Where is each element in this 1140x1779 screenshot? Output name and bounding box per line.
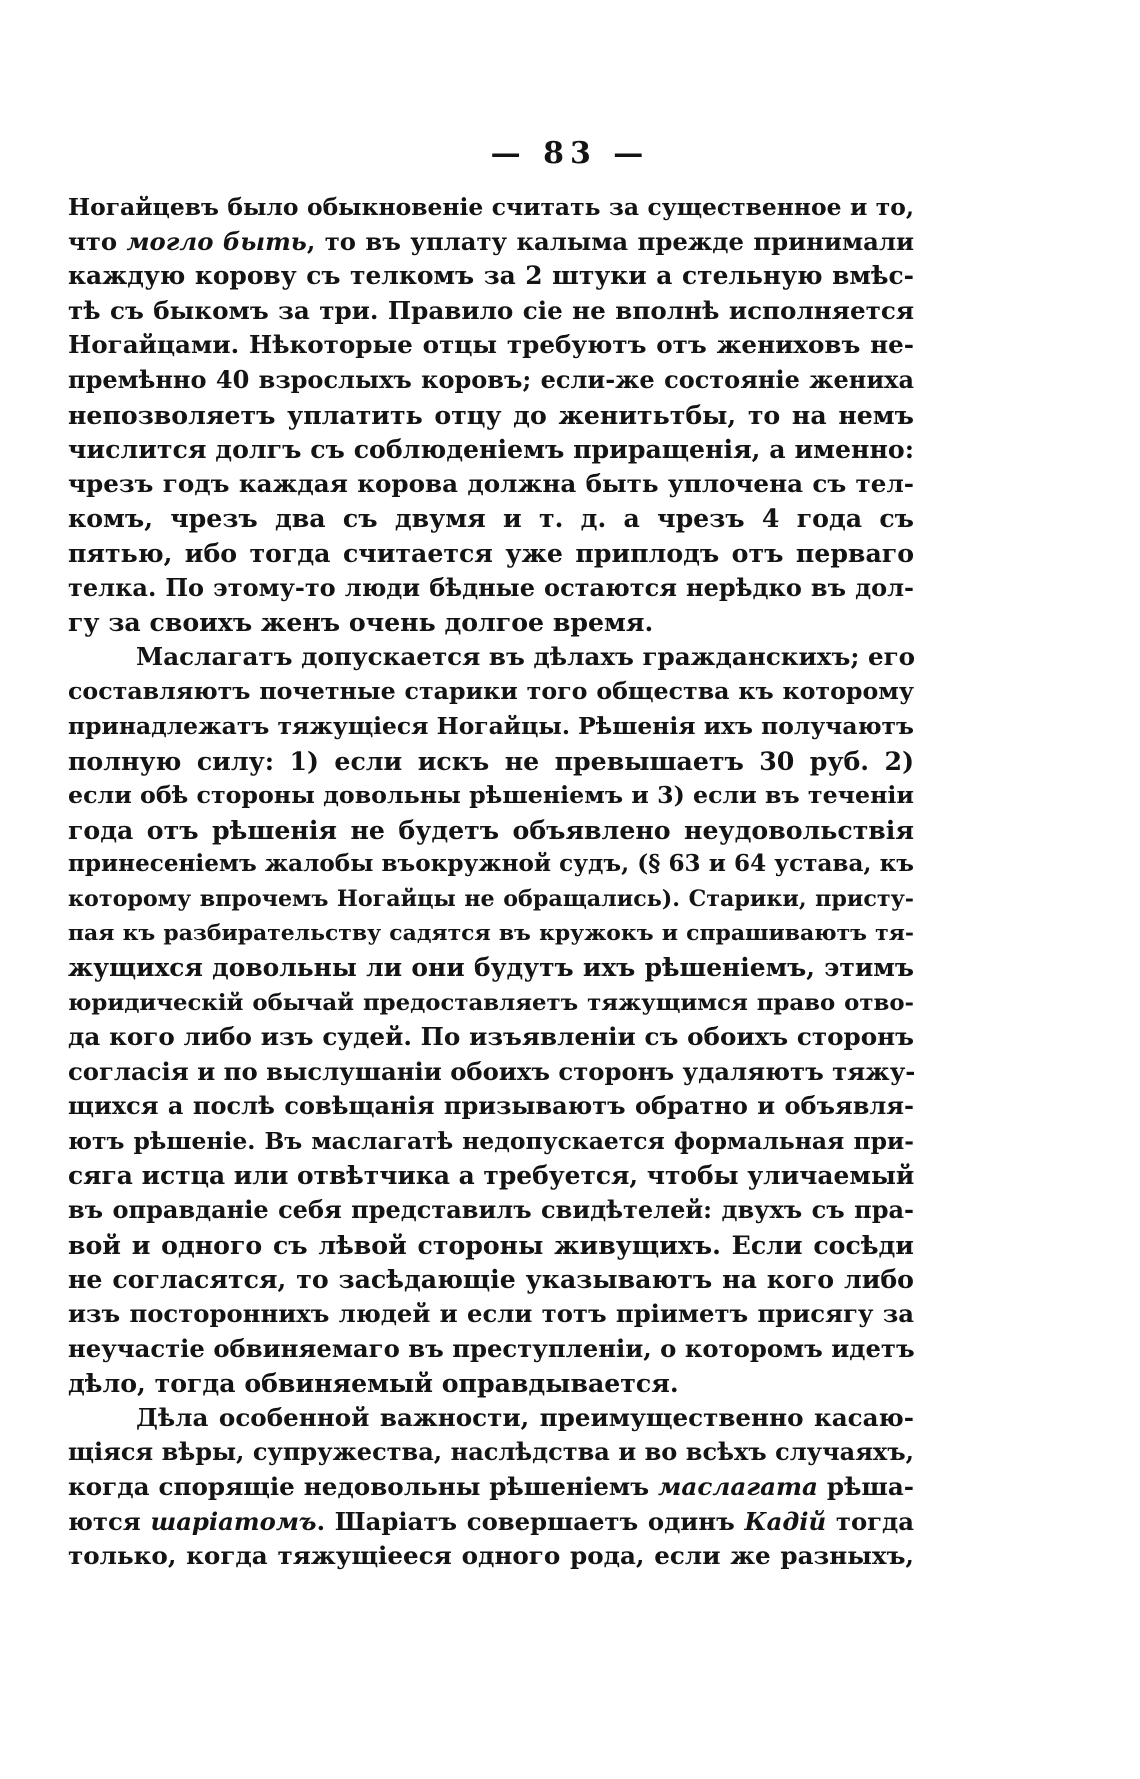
text-span: когда спорящіе недовольны рѣшеніемъ [68, 1471, 659, 1501]
text-line: каждую корову съ телкомъ за 2 штуки а стельную вмѣс- [68, 261, 914, 291]
text-line: изъ постороннихъ людей и если тотъ пріиметъ присягу за [68, 1299, 914, 1328]
text-line: юридическій обычай предоставляетъ тяжущимся право отво- [68, 989, 914, 1016]
text-line: согласія и по выслушаніи обоихъ сторонъ удаляютъ тяжу- [68, 1056, 916, 1086]
text-span: рѣша- [818, 1471, 914, 1501]
text-line: Дѣла особенной важности, преимущественно касаю- [136, 1402, 914, 1432]
text-line: въ оправданіе себя представилъ свидѣтелей: двухъ съ пра- [68, 1195, 914, 1225]
text-line [68, 1505, 914, 1540]
text-line: дѣло, тогда обвиняемый оправдывается. [68, 1368, 679, 1399]
text-line: если обѣ стороны довольны рѣшеніемъ и 3) если въ теченіи [68, 781, 914, 810]
text-line: составляютъ почетные старики того общества къ которому [68, 677, 914, 706]
text-line: Ногайцевъ было обыкновеніе считать за существенное и то, [68, 193, 914, 221]
text-line [68, 1470, 914, 1505]
text-line: которому впрочемъ Ногайцы не обращались). Старики, присту- [68, 885, 914, 912]
text-line: гу за своихъ женъ очень долгое время. [68, 607, 654, 638]
text-line: года отъ рѣшенія не будетъ объявлено неудовольствія [68, 814, 914, 845]
text-line: тѣ съ быкомъ за три. Правило сіе не вполнѣ исполняется [68, 295, 914, 325]
paragraph [68, 190, 914, 640]
text-line: Маслагатъ допускается въ дѣлахъ гражданскихъ; его [136, 641, 916, 671]
text-line: Ногайцами. Нѣкоторые отцы требуютъ отъ жениховъ не- [68, 330, 914, 360]
italic-term: шаріатомъ [150, 1506, 317, 1536]
text-line: принадлежатъ тяжущіеся Ногайцы. Рѣшенія ихъ получаютъ [68, 711, 914, 740]
text-line: непозволяетъ уплатить отцу до женитьтбы, то на немъ [68, 399, 914, 430]
text-line: щихся а послѣ совѣщанія призываютъ обратно и объявля- [68, 1091, 914, 1121]
text-line: щіяся вѣры, супружества, наслѣдства и во всѣхъ случаяхъ, [68, 1437, 914, 1467]
paragraph [68, 1401, 914, 1574]
italic-term: маслагата [658, 1471, 818, 1501]
text-line: чрезъ годъ каждая корова должна быть уплочена съ тел- [68, 468, 914, 498]
text-line: не согласятся, то засѣдающіе указываютъ на кого либо [68, 1264, 914, 1295]
text-line [68, 225, 914, 260]
text-span: , то въ уплату калыма прежде принимали [306, 226, 914, 256]
text-line: пая къ разбирательству садятся въ кружокъ и спрашиваютъ тя- [68, 920, 914, 947]
text-line: жущихся довольны ли они будутъ ихъ рѣшеніемъ, этимъ [68, 953, 914, 983]
text-line: вой и одного съ лѣвой стороны живущихъ. Если сосѣди [68, 1229, 914, 1260]
text-line: телка. По этому-то люди бѣдные остаются нерѣдко въ дол- [68, 572, 914, 602]
text-line: да кого либо изъ судей. По изъявленіи съ обоихъ сторонъ [68, 1022, 914, 1052]
text-line: комъ, чрезъ два съ двумя и т. д. а чрезъ 4 года съ [68, 503, 914, 534]
page-number: — 83 — [490, 136, 650, 171]
text-line: полную силу: 1) если искъ не превышаетъ 30 руб. 2) [68, 745, 914, 776]
italic-term: Кадій [744, 1506, 827, 1536]
text-line: принесеніемъ жалобы въокружной судъ, (§ 63 и 64 устава, къ [68, 850, 914, 878]
text-line: ютъ рѣшеніе. Въ маслагатѣ недопускается формальная при- [68, 1127, 914, 1156]
italic-term: могло быть [126, 226, 307, 256]
paragraph [68, 640, 914, 1401]
text-line: сяга истца или отвѣтчика а требуется, чтобы уличаемый [68, 1160, 915, 1190]
page-text [68, 190, 914, 1574]
text-line: неучастіе обвиняемаго въ преступленіи, о которомъ идетъ [68, 1333, 915, 1363]
text-span: тогда [826, 1506, 914, 1536]
text-line: только, когда тяжущіееся одного рода, если же разныхъ, [68, 1541, 914, 1571]
text-line: числится долгъ съ соблюденіемъ приращенія, а именно: [68, 434, 914, 465]
text-span: ются [68, 1506, 151, 1536]
text-line: пятью, ибо тогда считается уже приплодъ отъ перваго [68, 537, 914, 568]
text-span: . Шаріатъ совершаетъ одинъ [316, 1506, 745, 1536]
text-line: премѣнно 40 взрослыхъ коровъ; если-же состояніе жениха [68, 364, 914, 394]
text-span: что [68, 226, 127, 256]
